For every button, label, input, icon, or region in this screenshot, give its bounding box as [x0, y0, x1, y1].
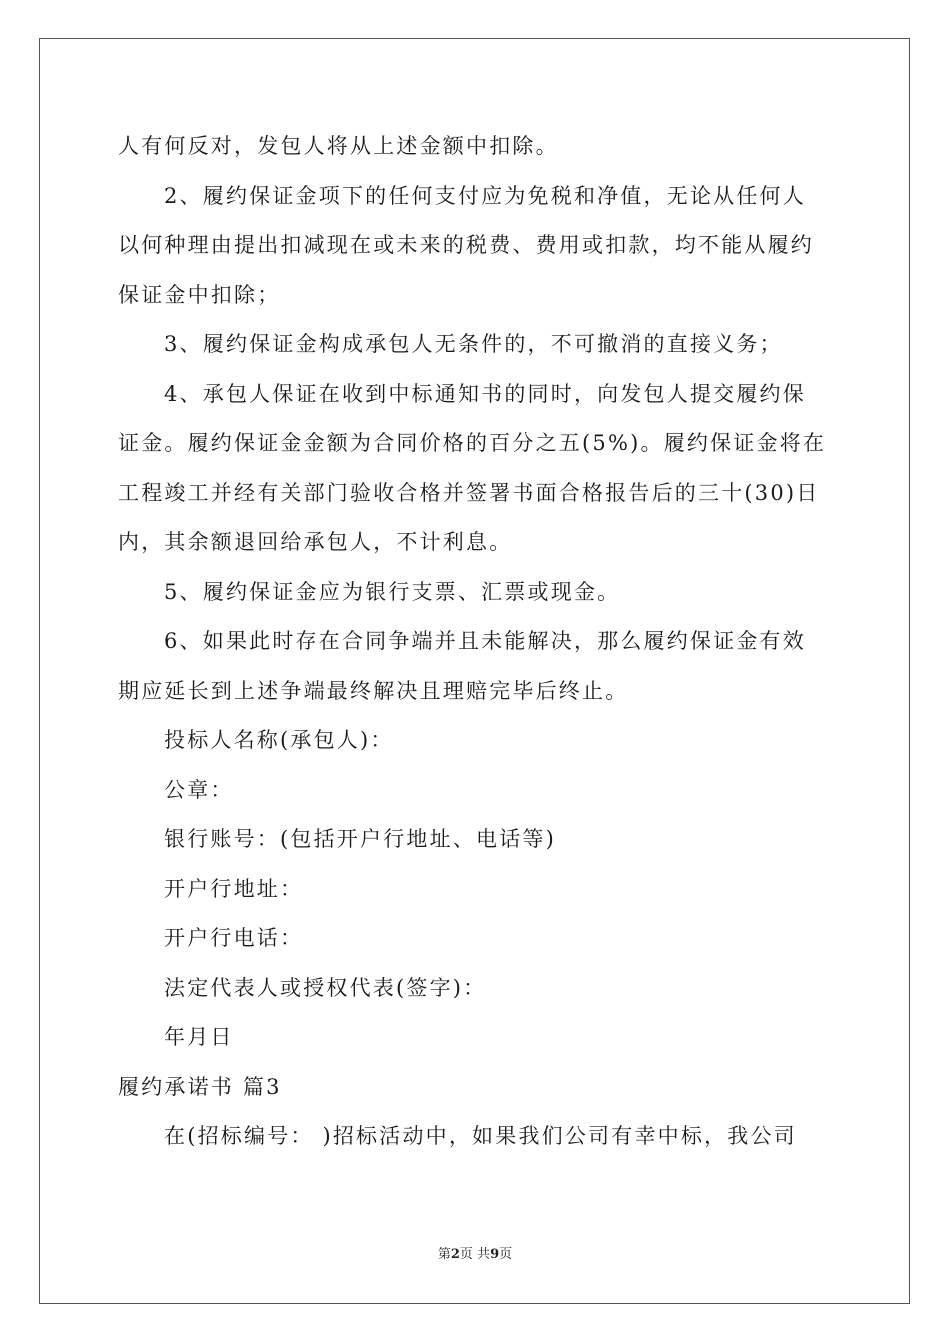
text-line: 2、履约保证金项下的任何支付应为免税和净值，无论从任何人 — [164, 183, 806, 208]
text-line: 年月日 — [164, 1025, 234, 1049]
footer-prefix: 第 — [437, 1247, 451, 1262]
text-line: 公章： — [164, 777, 234, 802]
text-line: 6、如果此时存在合同争端并且未能解决，那么履约保证金有效 — [164, 629, 806, 653]
text-line: 开户行电话： — [164, 926, 304, 950]
current-page-number: 2 — [450, 1247, 460, 1262]
text-line: 期应延长到上述争端最终解决且理赔完毕后终止。 — [118, 678, 629, 703]
text-line: 工程竣工并经有关部门验收合格并签署书面合格报告后的三十(30)日 — [118, 480, 820, 505]
footer-mid: 页 共 — [459, 1247, 491, 1262]
text-line: 3、履约保证金构成承包人无条件的，不可撤消的直接义务； — [164, 332, 783, 356]
document-body — [118, 122, 834, 1162]
text-line: 在(招标编号： )招标活动中，如果我们公司有幸中标，我公司 — [164, 1124, 797, 1148]
total-page-count: 9 — [490, 1247, 500, 1262]
text-line: 内，其余额退回给承包人，不计利息。 — [118, 530, 513, 554]
footer-suffix: 页 — [499, 1247, 513, 1262]
text-line: 4、承包人保证在收到中标通知书的同时，向发包人提交履约保 — [164, 381, 806, 406]
text-line: 保证金中扣除； — [118, 282, 281, 307]
text-line: 以何种理由提出扣减现在或未来的税费、费用或扣款，均不能从履约 — [118, 233, 814, 257]
text-line: 法定代表人或授权代表(签字)： — [164, 975, 487, 1000]
page-footer — [0, 1243, 950, 1262]
text-line: 投标人名称(承包人)： — [164, 728, 394, 752]
text-line: 银行账号：(包括开户行地址、电话等) — [164, 827, 556, 851]
text-line: 开户行地址： — [164, 876, 304, 901]
section-heading: 履约承诺书 篇3 — [118, 1074, 282, 1099]
text-line: 5、履约保证金应为银行支票、汇票或现金。 — [164, 579, 621, 604]
text-line: 人有何反对，发包人将从上述金额中扣除。 — [118, 134, 559, 158]
text-line: 证金。履约保证金金额为合同价格的百分之五(5%)。履约保证金将在 — [118, 431, 827, 455]
